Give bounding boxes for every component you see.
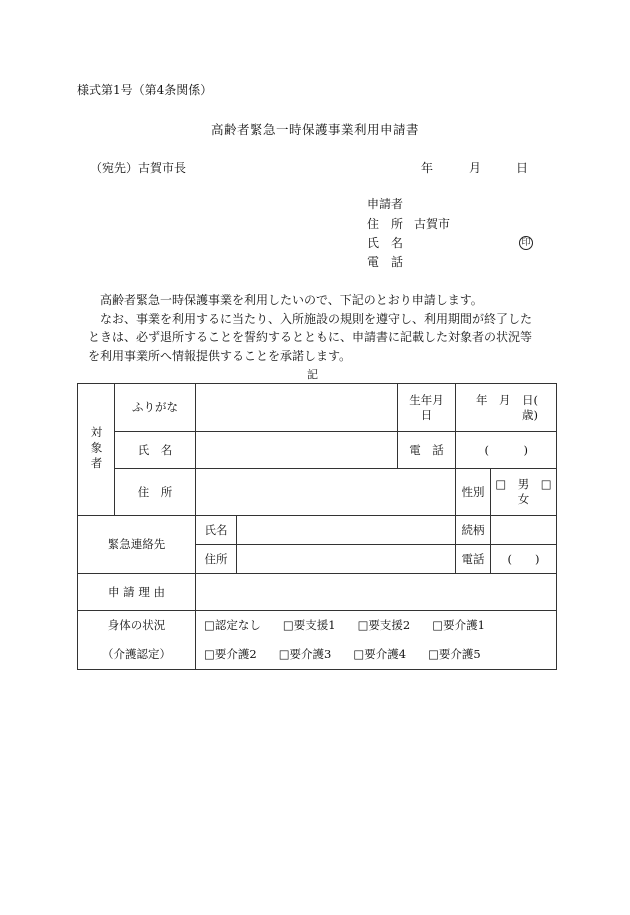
address-input[interactable]	[196, 469, 456, 516]
ec-address-label: 住所	[196, 545, 237, 574]
page-title: 高齢者緊急一時保護事業利用申請書	[210, 122, 419, 137]
date-year[interactable]: 年	[421, 161, 434, 175]
care-option[interactable]: □認定なし	[204, 618, 261, 633]
ec-phone-label: 電話	[456, 545, 491, 574]
ec-relation-label: 続柄	[456, 516, 491, 545]
care-cert-label: （介護認定）	[78, 640, 196, 670]
furigana-input[interactable]	[196, 384, 398, 432]
care-option[interactable]: □要支援1	[282, 618, 336, 633]
applicant-name-label: 氏 名	[367, 236, 404, 250]
name-input[interactable]	[196, 432, 398, 469]
reason-input[interactable]	[196, 574, 557, 611]
care-option[interactable]: □要介護3	[278, 647, 332, 662]
seal-stamp-icon: 印	[519, 236, 533, 250]
gender-label: 性別	[456, 469, 491, 516]
declaration-para-1: 高齢者緊急一時保護事業を利用したいので、下記のとおり申請します。	[100, 293, 483, 307]
care-option[interactable]: □要介護4	[353, 647, 407, 662]
furigana-label: ふりがな	[115, 384, 196, 432]
ec-name-input[interactable]	[237, 516, 456, 545]
care-option[interactable]: □要介護5	[428, 647, 481, 662]
application-table	[77, 383, 564, 670]
applicant-address-value[interactable]: 古賀市	[414, 217, 451, 231]
ki-heading: 記	[307, 368, 318, 381]
care-row-2[interactable]	[196, 640, 557, 670]
ec-relation-input[interactable]	[491, 516, 557, 545]
care-row-1[interactable]	[196, 611, 557, 641]
applicant-address-label: 住 所	[367, 217, 404, 231]
birth-date-input[interactable]: 年 月 日( 歳)	[456, 384, 557, 432]
care-option[interactable]: □要介護1	[432, 618, 485, 633]
ec-address-input[interactable]	[237, 545, 456, 574]
form-number: 様式第1号（第4条関係）	[77, 83, 213, 97]
declaration-para-2: なお、事業を利用するに当たり、入所施設の規則を遵守し、利用期間が終了したときは、必ず退所することを誓約するとともに、申請書に記載した対象者の状況等を利用事業所へ情報提供することを承諾します。	[88, 311, 533, 363]
ec-phone-input[interactable]: ( )	[491, 545, 557, 574]
birth-date-label: 生年月日	[398, 384, 456, 432]
applicant-heading: 申請者	[367, 197, 404, 211]
address-label: 住 所	[115, 469, 196, 516]
gender-checkboxes[interactable]: □ 男 □ 女	[491, 469, 557, 516]
ec-name-label: 氏名	[196, 516, 237, 545]
addressee: （宛先）古賀市長	[90, 161, 187, 175]
phone-label: 電 話	[398, 432, 456, 469]
reason-label: 申 請 理 由	[78, 574, 196, 611]
target-person-label: 対象者	[78, 384, 115, 516]
name-label: 氏 名	[115, 432, 196, 469]
applicant-phone-label: 電 話	[367, 255, 404, 269]
care-option[interactable]: □要支援2	[357, 618, 411, 633]
date-day[interactable]: 日	[516, 161, 529, 175]
phone-input[interactable]: ( )	[456, 432, 557, 469]
date-month[interactable]: 月	[469, 161, 482, 175]
declaration-text	[88, 291, 538, 365]
body-status-label: 身体の状況	[78, 611, 196, 641]
emergency-contact-label: 緊急連絡先	[78, 516, 196, 574]
care-option[interactable]: □要介護2	[204, 647, 257, 662]
